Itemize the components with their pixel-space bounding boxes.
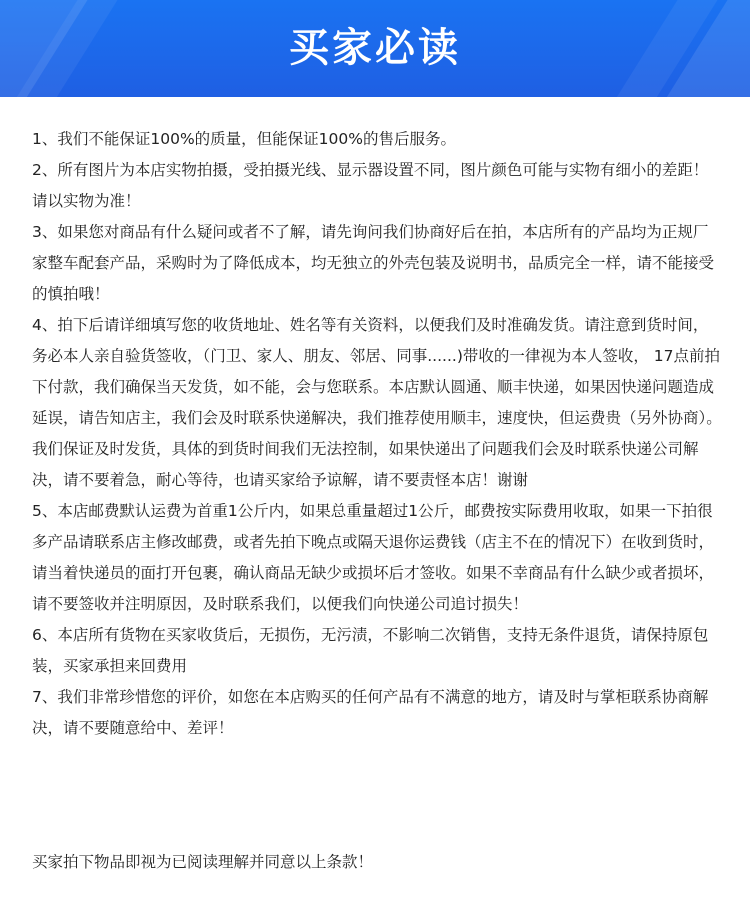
terms-list	[32, 124, 722, 744]
term-item-2: 2、所有图片为本店实物拍摄，受拍摄光线、显示器设置不同，图片颜色可能与实物有细小的差距！请以实物为准！	[32, 161, 709, 210]
agreement-note: 买家拍下物品即视为已阅读理解并同意以上条款！	[32, 853, 374, 871]
term-item-3: 3、如果您对商品有什么疑问或者不了解，请先询问我们协商好后在拍，本店所有的产品均为正规厂家整车配套产品，采购时为了降低成本，均无独立的外壳包装及说明书，品质完全一样，请不能接受的慎拍哦！	[32, 223, 715, 303]
page-title: 买家必读	[289, 25, 461, 71]
term-item-1: 1、我们不能保证100%的质量，但能保证100%的售后服务。	[32, 130, 456, 148]
term-item-5: 5、本店邮费默认运费为首重1公斤内，如果总重量超过1公斤，邮费按实际费用收取，如果一下拍很多产品请联系店主修改邮费，或者先拍下晚点或隔天退你运费钱（店主不在的情况下）在收到货时，请当着快递员的面打开包裹，确认商品无缺少或损坏后才签收。如果不幸商品有什么缺少或者损坏，请不要签收并注明原因，及时联系我们，以便我们向快递公司追讨损失！	[32, 502, 715, 613]
term-item-7: 7、我们非常珍惜您的评价，如您在本店购买的任何产品有不满意的地方，请及时与掌柜联系协商解决，请不要随意给中、差评！	[32, 688, 709, 737]
header-banner	[0, 0, 750, 97]
term-item-6: 6、本店所有货物在买家收货后，无损伤，无污渍，不影响二次销售，支持无条件退货，请保持原包装，买家承担来回费用	[32, 626, 709, 675]
term-item-4: 4、拍下后请详细填写您的收货地址、姓名等有关资料，以便我们及时准确发货。请注意到货时间，务必本人亲自验货签收，（门卫、家人、朋友、邻居、同事......)带收的一律视为本人签收， 17点前拍下付款，我们确保当天发货，如不能，会与您联系。本店默认圆通、顺丰快递，如果因快递问题造成延误，请告知店主，我们会及时联系快递解决，我们推荐使用顺丰，速度快，但运费贵（另外协商）。我们保证及时发货，具体的到货时间我们无法控制，如果快递出了问题我们会及时联系快递公司解决，请不要着急，耐心等待，也请买家给予谅解，请不要责怪本店！谢谢	[32, 316, 722, 489]
